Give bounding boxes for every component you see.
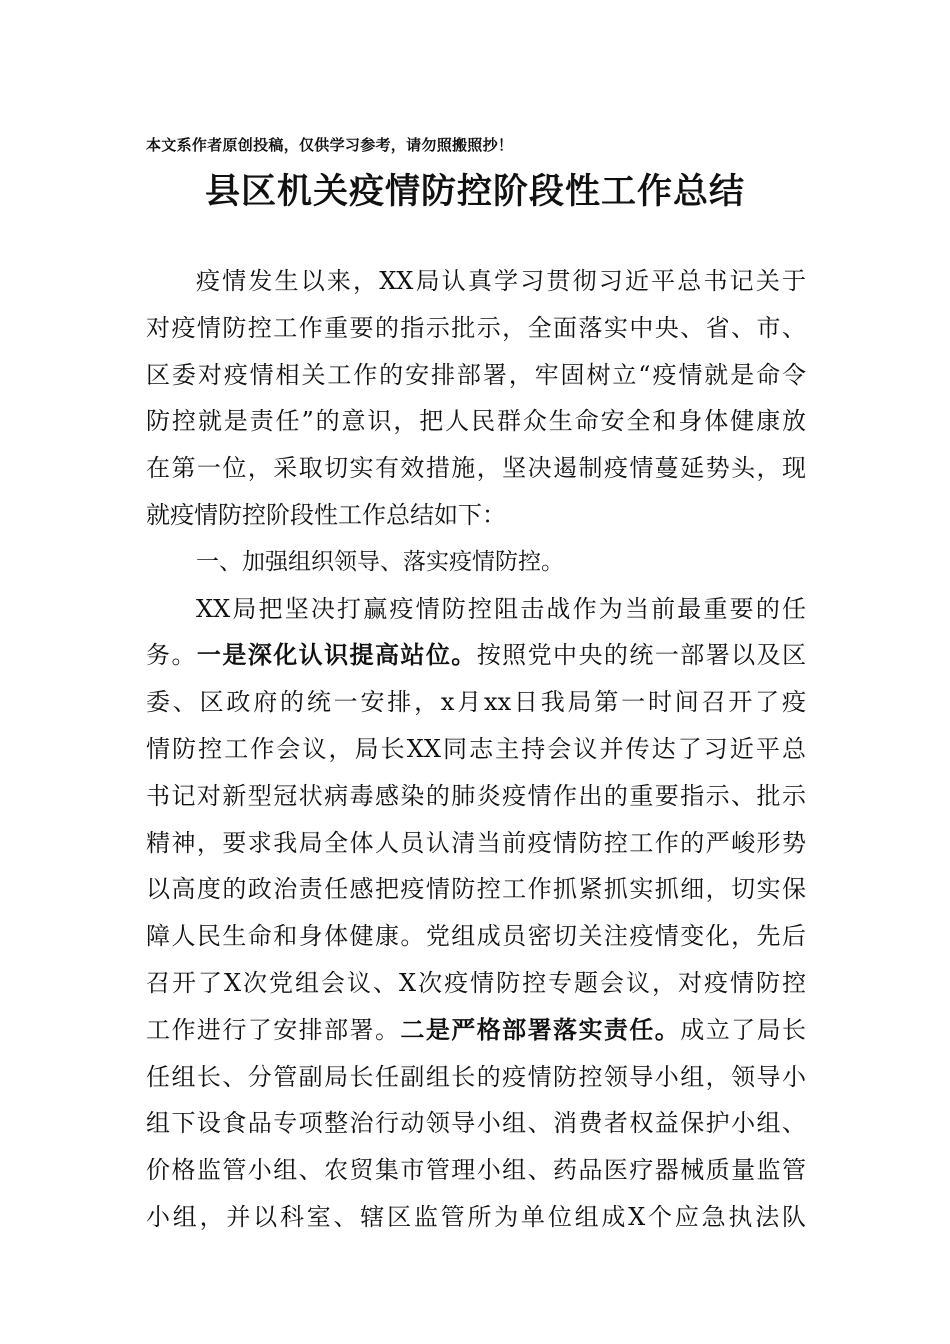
text-run: 按照党中央的统一部署以及区: [476, 641, 807, 670]
key-point-one: 一是深化认识提高站位。: [196, 640, 477, 670]
text-run: 务。: [146, 641, 197, 670]
text-line: 委、区政府的统一安排，x月xx日我局第一时间召开了疫: [146, 688, 806, 717]
paragraph-intro: [146, 258, 806, 539]
key-point-two: 二是严格部署落实责任。: [400, 1014, 681, 1044]
text-line: 小组，并以科室、辖区监管所为单位组成X个应急执法队: [146, 1202, 806, 1231]
text-line: 组下设食品专项整治行动领导小组、消费者权益保护小组、: [146, 1109, 806, 1138]
text-line: 对疫情防控工作重要的指示批示，全面落实中央、省、市、: [146, 313, 806, 342]
text-run: 成立了局长: [680, 1015, 807, 1044]
text-line: 区委对疫情相关工作的安排部署，牢固树立“疫情就是命令: [146, 360, 806, 389]
text-line: 召开了X次党组会议、X次疫情防控专题会议，对疫情防控: [146, 968, 806, 997]
text-line: 精神，要求我局全体人员认清当前疫情防控工作的严峻形势: [146, 828, 806, 857]
text-line: XX局把坚决打赢疫情防控阻击战作为当前最重要的任: [196, 594, 806, 623]
text-line: 障人民生命和身体健康。党组成员密切关注疫情变化，先后: [146, 922, 806, 951]
text-line: 疫情发生以来，XX局认真学习贯彻习近平总书记关于: [196, 267, 806, 295]
section-heading: 一、加强组织领导、落实疫情防控。: [196, 548, 564, 575]
text-line: 在第一位，采取切实有效措施，坚决遏制疫情蔓延势头，现: [146, 454, 806, 483]
copyright-notice: 本文系作者原创投稿，仅供学习参考，请勿照搬照抄！: [146, 136, 514, 154]
text-line: 情防控工作会议，局长XX同志主持会议并传达了习近平总: [146, 734, 806, 763]
text-line: 价格监管小组、农贸集市管理小组、药品医疗器械质量监管: [146, 1156, 806, 1185]
text-line: 任组长、分管副局长任副组长的疫情防控领导小组，领导小: [146, 1062, 806, 1091]
text-line: 书记对新型冠状病毒感染的肺炎疫情作出的重要指示、批示: [146, 781, 806, 810]
text-line: [146, 632, 806, 679]
text-line: 以高度的政治责任感把疫情防控工作抓紧抓实抓细，切实保: [146, 875, 806, 904]
document-body: [146, 258, 806, 1241]
text-run: 工作进行了安排部署。: [146, 1015, 401, 1044]
text-line: [146, 1007, 806, 1054]
text-line: 防控就是责任”的意识，把人民群众生命安全和身体健康放: [146, 407, 806, 436]
document-title: 县区机关疫情防控阶段性工作总结: [204, 171, 745, 212]
text-line: 就疫情防控阶段性工作总结如下：: [146, 500, 506, 529]
paragraph-section-1: [146, 586, 806, 1241]
